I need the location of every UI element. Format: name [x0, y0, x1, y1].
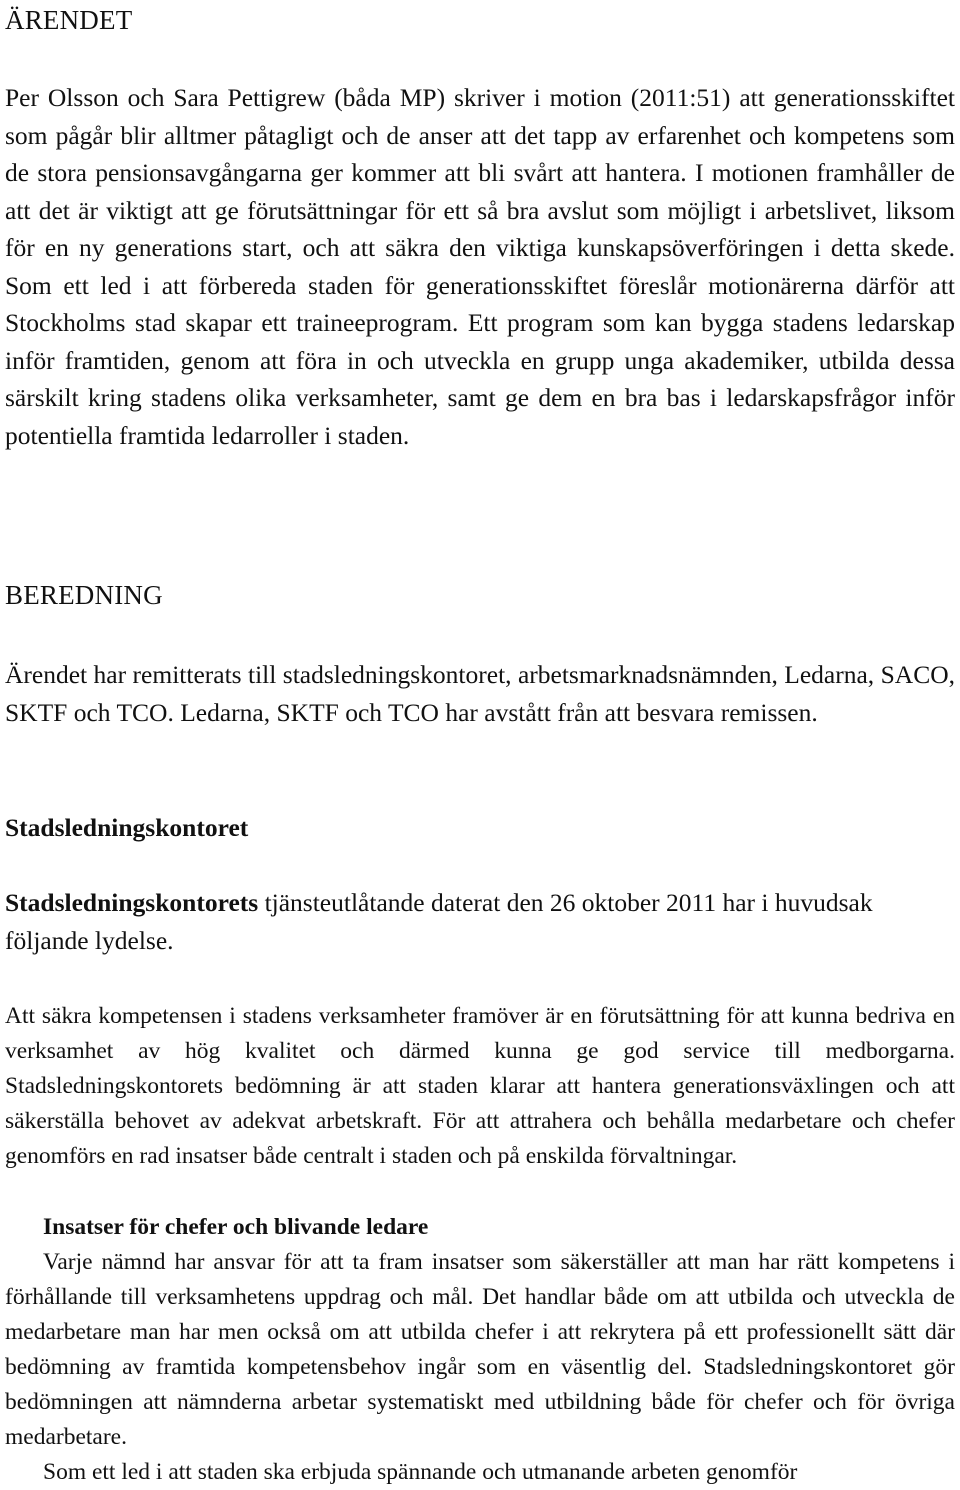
paragraph-arendet: Per Olsson och Sara Pettigrew (båda MP) skriver i motion (2011:51) att generationsskiftet som pågår blir alltmer påtagligt och de anser att det tapp av erfarenhet och kompetens som de stora pensionsavgångarna ger kommer att bli svårt att hantera. I motionen framhåller de att det är viktigt att ge förutsättningar för ett så bra avslut som möjligt i arbetslivet, liksom för en ny generations start, och att säkra den viktiga kunskapsöverföringen i detta skede. Som ett led i att förbereda staden för generationsskiftet föreslår motionärerna därför att Stockholms stad skapar ett traineeprogram. Ett program som kan bygga stadens ledarskap inför framtiden, genom att föra in och utveckla en grupp unga akademiker, utbilda dessa särskilt kring stadens olika verksamheter, samt ge dem en bra bas i ledarskapsfrågor inför potentiella framtida ledarroller i staden. [5, 83, 955, 450]
heading-arendet: ÄRENDET [5, 5, 133, 35]
intro-bold-text: Stadsledningskontorets [5, 888, 259, 917]
last-line: Som ett led i att staden ska erbjuda spännande och utmanande arbeten genomför [43, 1459, 798, 1485]
heading-beredning: BEREDNING [5, 580, 163, 610]
subheading-insatser: Insatser för chefer och blivande ledare [43, 1214, 429, 1240]
quote-paragraph: Att säkra kompetensen i stadens verksamheter framöver är en förutsättning för att kunna bedriva en verksamhet av hög kvalitet och därmed kunna ge god service till medborgarna. Stadsledningskontorets bedömning är att staden klarar att hantera generationsväxlingen och att säkerställa behovet av adekvat arbetskraft. För att attrahera och behålla medarbetare och chefer genomförs en rad insatser både centralt i staden och på enskilda förvaltningar. [5, 1003, 955, 1169]
intro-rest-text: tjänsteutlåtande daterat den 26 oktober 2011 har i huvudsak följande lydelse. [5, 888, 873, 955]
paragraph-stadsledningskontoret-intro [5, 884, 955, 959]
paragraph-beredning: Ärendet har remitterats till stadsledningskontoret, arbetsmarknadsnämnden, Ledarna, SACO, SKTF och TCO. Ledarna, SKTF och TCO har avstått från att besvara remissen. [5, 660, 955, 727]
heading-stadsledningskontoret: Stadsledningskontoret [5, 813, 249, 842]
sub-paragraph: Varje nämnd har ansvar för att ta fram insatser som säkerställer att man har rätt kompetens i förhållande till verksamhetens uppdrag och mål. Det handlar både om att utbilda och utveckla de medarbetare man har men också om att utbilda chefer i att rekrytera på ett professionellt sätt där bedömning av framtida kompetensbehov ingår som en väsentlig del. Stadsledningskontoret gör bedömningen att nämnderna arbetar systematiskt med utbildning både för chefer och för övriga medarbetare. [5, 1249, 955, 1450]
